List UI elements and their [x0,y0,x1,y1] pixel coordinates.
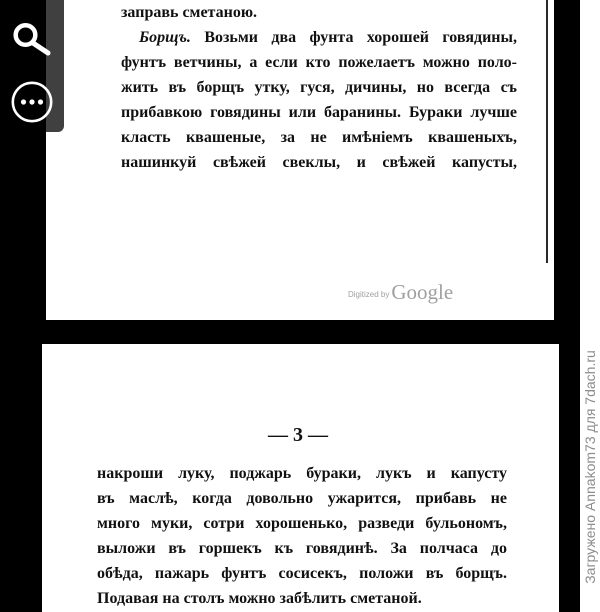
text-line [97,461,507,486]
search-icon [0,6,64,66]
text-line [97,486,507,511]
text-line-content: много муки, сотри хорошенько, разведи бульономъ, [97,515,507,532]
upload-watermark: Загружено Annakom73 для 7dach.ru [582,350,598,584]
text-line-content: выложи въ горшекъ къ говядинѣ. За полчаса до [97,540,507,557]
scanned-page-top [46,0,554,320]
text-line-content: Возьми два фунта хорошей говядины, [190,29,517,46]
viewer-toolbar [0,0,64,132]
search-button[interactable] [0,6,64,66]
text-line [121,75,517,100]
text-line-content: въ маслѣ, когда довольно ужарится, прибавь не [97,490,507,507]
text-line [121,50,517,75]
text-line-content: прибавкою говядины или баранины. Бураки лучше [121,104,517,121]
text-line [121,100,517,125]
text-line [121,125,517,150]
text-line [97,561,507,586]
text-line-content: обѣда, пажарь фунтъ сосисекъ, положи въ борщъ. [97,565,507,582]
page-number: — 3 — [268,424,328,446]
page-text-top [121,0,517,175]
text-line-content: жить въ борщъ утку, гуся, дичины, но всегда съ [121,79,517,96]
page-margin-rule [546,0,548,263]
text-line-content: фунтъ ветчины, а если кто пожелаетъ можно поло- [121,54,517,71]
text-line-content: накроши луку, поджарь бураки, лукъ и капусту [97,465,507,482]
text-line-content: класть квашеные, за не имѣнiемъ квашеныхъ, [121,129,517,146]
more-options-button[interactable] [0,72,64,132]
scanned-page-bottom [42,344,559,612]
text-line [97,586,507,611]
text-line-content: заправь сметаною. [121,4,258,21]
recipe-title: Борщъ. [139,29,191,46]
page-text-bottom [97,461,507,611]
more-options-icon [0,72,64,132]
text-line [121,0,517,25]
text-line-content: нашинкуй свѣжей свеклы, и свѣжей капусты, [121,154,517,171]
digitized-by-google-watermark [348,280,453,305]
text-line-content: Подавая на столъ можно забѣлить сметаной. [97,590,422,607]
text-line [121,150,517,175]
text-line [97,511,507,536]
text-line [121,25,517,50]
digitized-prefix: Digitized by [348,290,390,299]
text-line [97,536,507,561]
google-logo-text: Google [391,280,454,304]
